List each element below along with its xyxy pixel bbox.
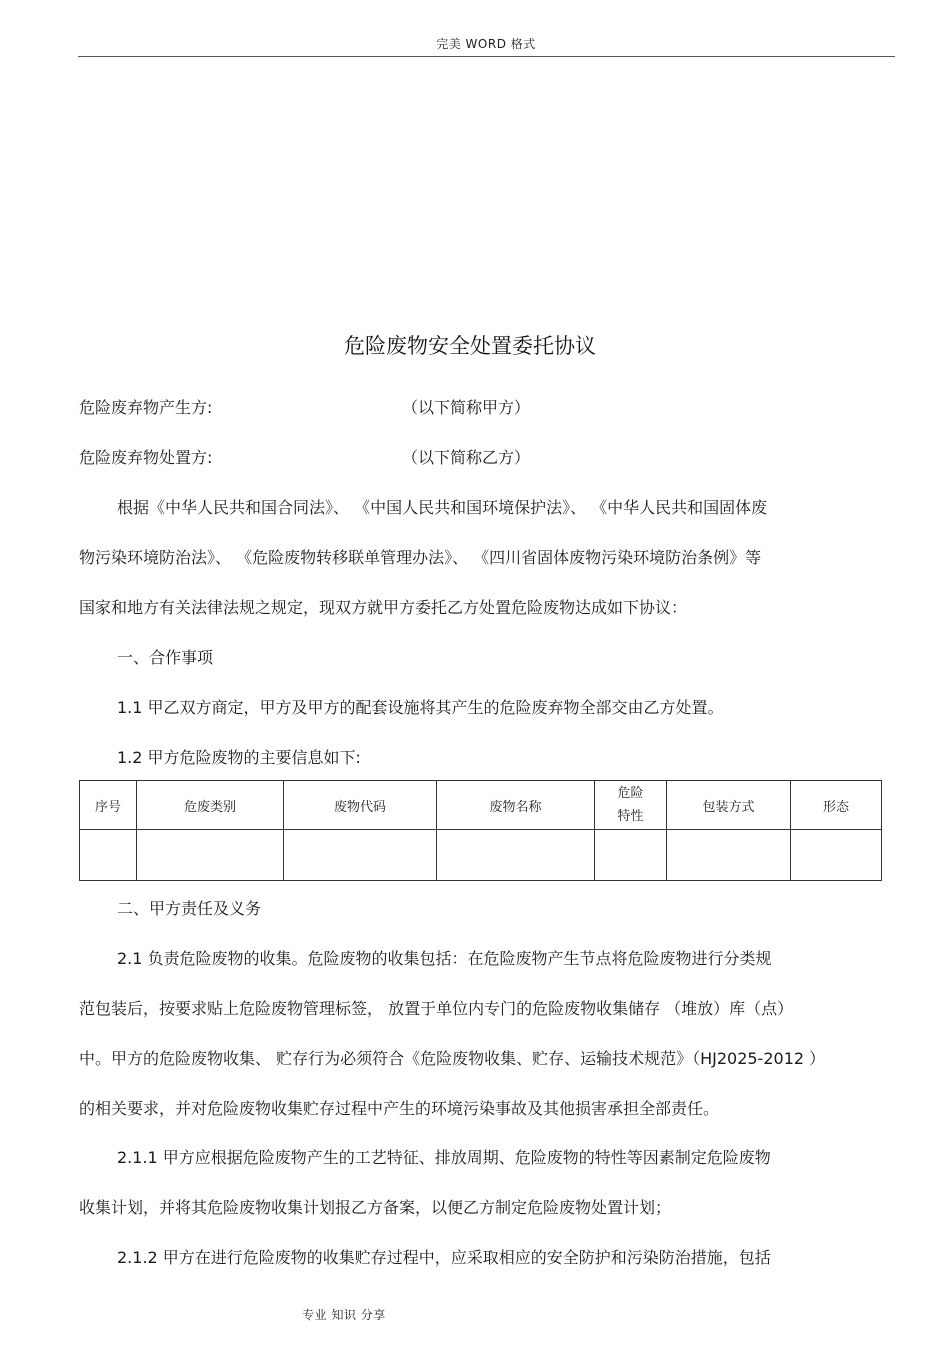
clause-2-1-1-line: 收集计划，并将其危险废物收集计划报乙方备案，以便乙方制定危险废物处置计划； [79,1198,672,1217]
intro-line: 根据《中华人民共和国合同法》、 《中国人民共和国环境保护法》、 《中华人民共和国固体废 [117,498,768,517]
clause-1-2: 1.2 甲方危险废物的主要信息如下: [117,748,361,767]
clause-1-1: 1.1 甲乙双方商定，甲方及甲方的配套设施将其产生的危险废弃物全部交由乙方处置。 [117,698,724,717]
hazardous-waste-table [79,780,882,881]
table-header-cell: 包装方式 [667,781,791,830]
document-title: 危险废物安全处置委托协议 [344,334,596,358]
clause-2-1-line: 的相关要求，并对危险废物收集贮存过程中产生的环境污染事故及其他损害承担全部责任。 [79,1099,720,1118]
section-2-heading: 二、甲方责任及义务 [117,899,262,918]
page-header: 完美 WORD 格式 [436,37,536,51]
table-header-label: 危险特性 [617,786,644,824]
intro-line: 物污染环境防治法》、 《危险废物转移联单管理办法》、 《四川省固体废物污染环境防治条例》等 [79,548,762,567]
clause-2-1-line: 范包装后，按要求贴上危险废物管理标签， 放置于单位内专门的危险废物收集储存 （堆放）库（点） [79,999,794,1018]
table-cell [437,830,595,881]
table-cell [284,830,437,881]
table-cell [667,830,791,881]
party-a-note: （以下简称甲方） [402,398,531,417]
intro-line: 国家和地方有关法律法规之规定，现双方就甲方委托乙方处置危险废物达成如下协议： [79,598,688,617]
table-header-cell: 形态 [791,781,882,830]
table-header-cell: 危废类别 [137,781,284,830]
table-header-cell [595,781,667,830]
table-header-cell: 废物名称 [437,781,595,830]
clause-2-1-1-line: 2.1.1 甲方应根据危险废物产生的工艺特征、排放周期、危险废物的特性等因素制定危险废物 [117,1148,771,1167]
table-cell [137,830,284,881]
table-cell [595,830,667,881]
table-header-cell: 废物代码 [284,781,437,830]
party-b-label: 危险废弃物处置方: [79,448,213,467]
page-footer: 专业 知识 分享 [302,1308,386,1322]
party-b-note: （以下简称乙方） [402,448,531,467]
clause-2-1-line: 中。甲方的危险废物收集、 贮存行为必须符合《危险废物收集、贮存、运输技术规范》（HJ2025-2012 ） [79,1049,826,1068]
table-cell [80,830,137,881]
clause-2-1-2-line: 2.1.2 甲方在进行危险废物的收集贮存过程中，应采取相应的安全防护和污染防治措施，包括 [117,1248,771,1267]
clause-2-1-line: 2.1 负责危险废物的收集。危险废物的收集包括：在危险废物产生节点将危险废物进行分类规 [117,949,772,968]
table-cell [791,830,882,881]
party-a-label: 危险废弃物产生方: [79,398,213,417]
table-header-cell: 序号 [80,781,137,830]
table-row [80,830,882,881]
header-divider [78,56,895,57]
table-header-row [80,781,882,830]
section-1-heading: 一、合作事项 [117,648,214,667]
